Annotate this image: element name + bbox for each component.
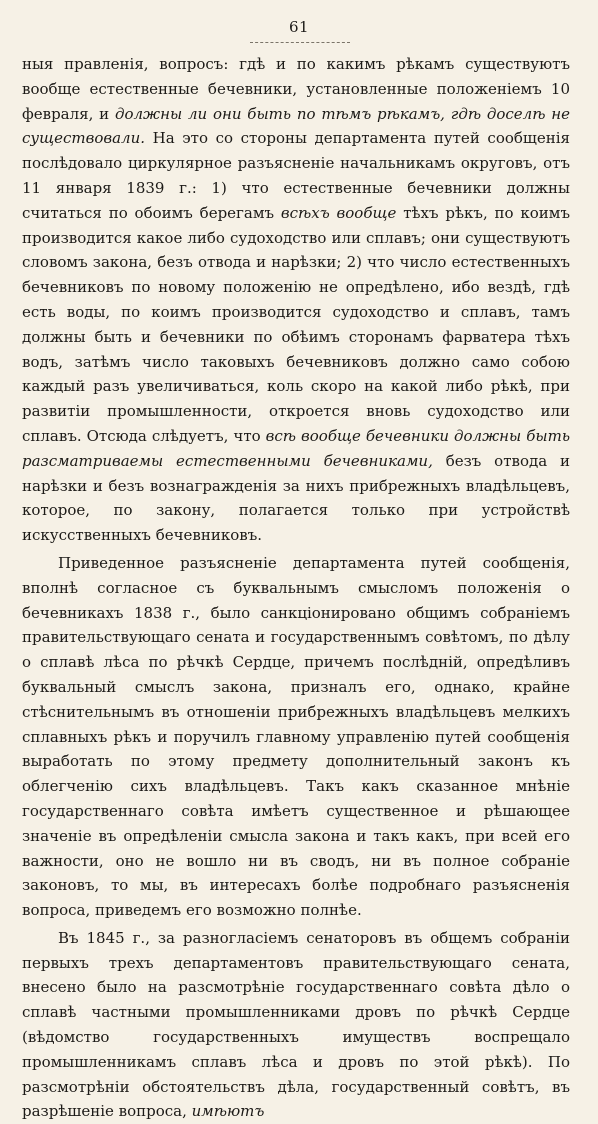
italic-text-segment: всѣхъ вообще bbox=[280, 203, 397, 222]
text-segment: На это со стороны департамента путей сообщенія послѣдовало циркулярное разъясненіе начальникамъ округовъ, отъ 11 января 1839 г.: 1) что естественные бечевники должны считаться по обоимъ берегамъ bbox=[22, 129, 570, 222]
italic-text-segment: имѣютъ bbox=[191, 1102, 265, 1121]
header-rule bbox=[250, 42, 350, 43]
text-segment: ныя правленія, вопросъ: гдѣ и по какимъ рѣкамъ существуютъ вообще естественные бечевники, установленные положеніемъ 10 февраля, и bbox=[22, 55, 570, 123]
paragraph bbox=[22, 926, 570, 1124]
text-segment: Приведенное разъясненіе департамента путей сообщенія, вполнѣ согласное съ буквальнымъ смысломъ положенія о бечевникахъ 1838 г., было санкціонировано общимъ собраніемъ правительствующаго сената и государственнымъ совѣтомъ, по дѣлу о сплавѣ лѣса по рѣчкѣ Сердце, причемъ послѣдній, опредѣливъ буквальный смыслъ закона, призналъ его, однако, крайне стѣснительнымъ въ отношеніи прибрежныхъ владѣльцевъ мелкихъ сплавныхъ рѣкъ и поручилъ главному управленію путей сообщенія выработать по этому предмету дополнительный законъ къ облегченію сихъ владѣльцевъ. Такъ какъ сказанное мнѣніе государственнаго совѣта имѣетъ существенное и рѣшающее значеніе въ опредѣленіи смысла закона и такъ какъ, при всей его важности, оно не вошло ни въ сводъ, ни въ полное собраніе законовъ, то мы, въ интересахъ болѣе подробнаго разъясненія вопроса, приведемъ его возможно полнѣе. bbox=[22, 553, 570, 920]
body-text bbox=[22, 52, 570, 1124]
text-segment: тѣхъ рѣкъ, по коимъ производится какое либо судоходство или сплавъ; они существуютъ словомъ закона, безъ отвода и нарѣзки; 2) что число естественныхъ бечевниковъ по новому положенію не опредѣлено, ибо вездѣ, гдѣ есть воды, по коимъ производится судоходство и сплавъ, тамъ должны быть и бечевники по обѣимъ сторонамъ фарватера тѣхъ водъ, затѣмъ число таковыхъ бечевниковъ должно само собою каждый разъ увеличиваться, коль скоро на какой либо рѣкѣ, при развитіи промышленности, откроется вновь судоходство или сплавъ. Отсюда слѣдуетъ, что bbox=[22, 203, 570, 445]
text-segment: Въ 1845 г., за разногласіемъ сенаторовъ въ общемъ собраніи первыхъ трехъ департаментовъ правительствующаго сената, внесено было на разсмотрѣніе государственнаго совѣта дѣло о сплавѣ частными промышленниками дровъ по рѣчкѣ Сердце (вѣдомство государственныхъ имуществъ воспрещало промышленникамъ сплавъ лѣса и дровъ по этой рѣкѣ). По разсмотрѣніи обстоятельствъ дѣла, государственный совѣтъ, въ разрѣшеніе вопроса, bbox=[22, 928, 570, 1121]
page-number: 61 bbox=[288, 18, 310, 36]
italic-text-segment: должны ли они быть по тѣмъ рѣкамъ, гдѣ доселѣ не существовали. bbox=[22, 104, 570, 148]
paragraph bbox=[22, 52, 570, 548]
paragraph bbox=[22, 551, 570, 923]
text-segment: безъ отвода и нарѣзки и безъ вознагражденія за нихъ прибрежныхъ владѣльцевъ, которое, по закону, полагается только при устройствѣ искусственныхъ бечевниковъ. bbox=[22, 451, 571, 545]
italic-text-segment: всѣ вообще бечевники должны быть разсматриваемы естественными бечевниками, bbox=[22, 426, 571, 470]
